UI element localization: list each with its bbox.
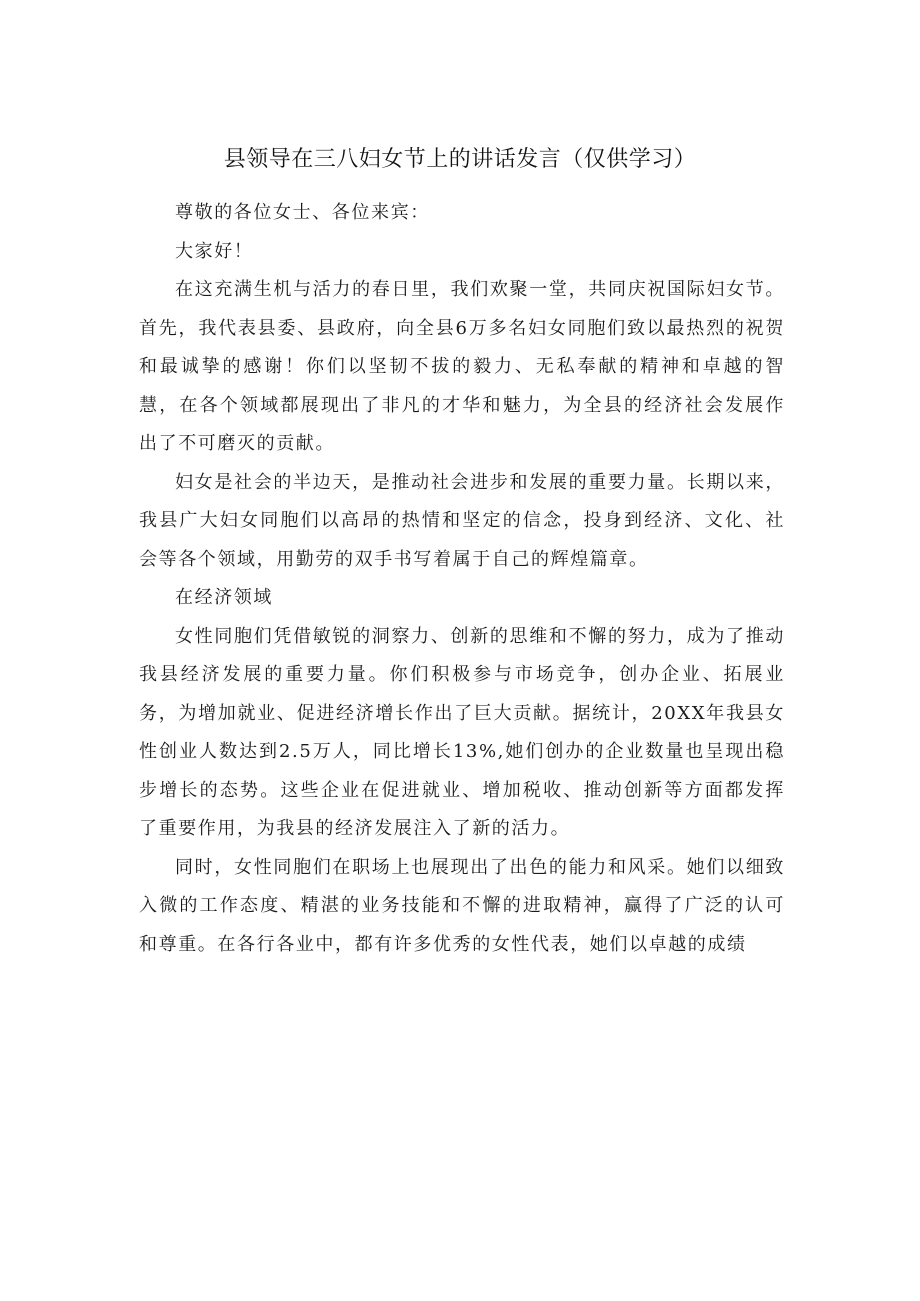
document-title: 县领导在三八妇女节上的讲话发言（仅供学习） [223,147,697,172]
body-paragraph: 在这充满生机与活力的春日里，我们欢聚一堂，共同庆祝国际妇女节。首先，我代表县委、县政府，向全县6万多名妇女同胞们致以最热烈的祝贺和最诚挚的感谢！你们以坚韧不拔的毅力、无私奉献的精神和卓越的智慧，在各个领域都展现出了非凡的才华和魅力，为全县的经济社会发展作出了不可磨灭的贡献。 [139,279,785,454]
section-heading: 在经济领域 [175,587,273,608]
body-paragraph: 妇女是社会的半边天，是推动社会进步和发展的重要力量。长期以来，我县广大妇女同胞们以高昂的热情和坚定的信念，投身到经济、文化、社会等各个领域，用勤劳的双手书写着属于自己的辉煌篇章。 [139,471,785,570]
salutation-paragraph: 尊敬的各位女士、各位来宾： [175,202,430,223]
document-body [139,194,785,964]
body-paragraph: 同时，女性同胞们在职场上也展现出了出色的能力和风采。她们以细致入微的工作态度、精湛的业务技能和不懈的进取精神，赢得了广泛的认可和尊重。在各行各业中，都有许多优秀的女性代表，她们以卓越的成绩 [139,856,785,955]
body-paragraph: 女性同胞们凭借敏锐的洞察力、创新的思维和不懈的努力，成为了推动我县经济发展的重要力量。你们积极参与市场竞争，创办企业、拓展业务，为增加就业、促进经济增长作出了巨大贡献。据统计，20XX年我县女性创业人数达到2.5万人，同比增长13%,她们创办的企业数量也呈现出稳步增长的态势。这些企业在促进就业、增加税收、推动创新等方面都发挥了重要作用，为我县的经济发展注入了新的活力。 [139,625,785,839]
greeting-paragraph: 大家好！ [175,240,254,262]
